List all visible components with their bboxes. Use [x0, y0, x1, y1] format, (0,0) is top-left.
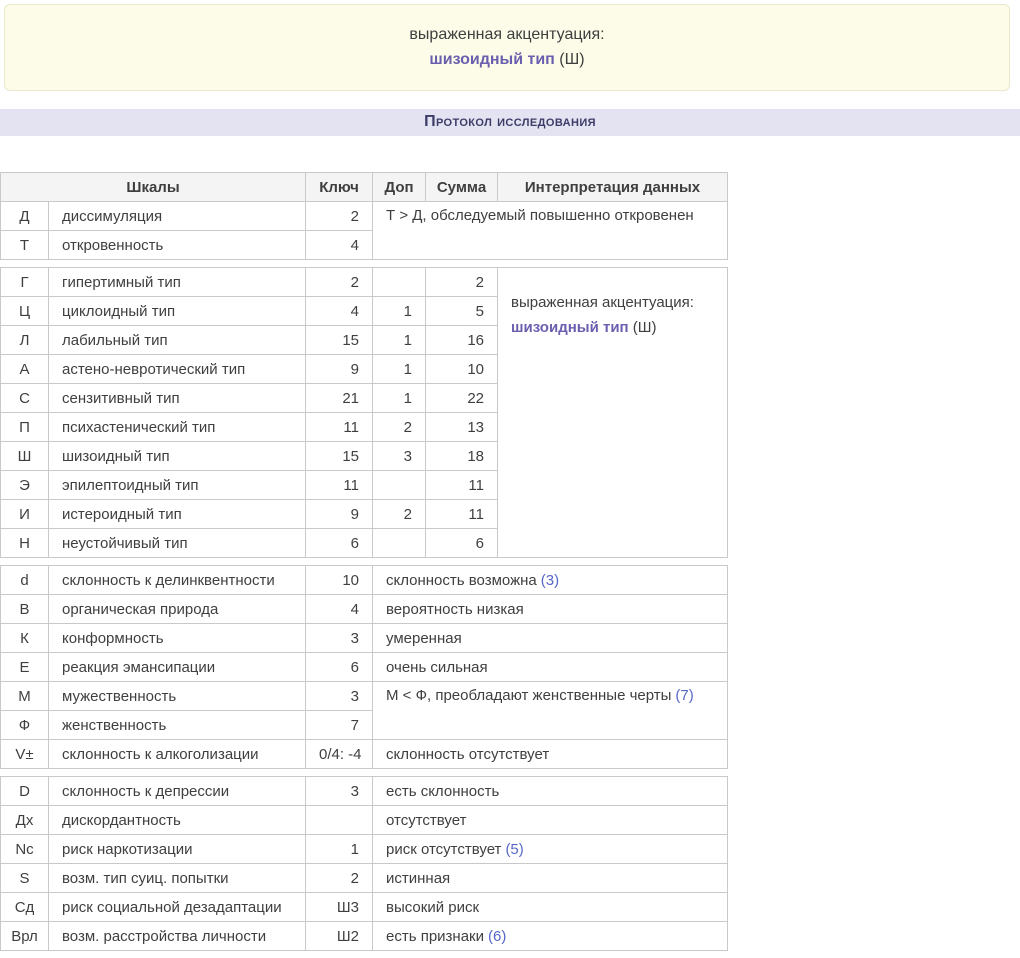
scale-code: Дх — [1, 806, 49, 835]
interpretation-cell — [373, 566, 728, 595]
interpretation-cell — [373, 777, 728, 806]
scale-name: возм. расстройства личности — [49, 922, 306, 951]
scale-code: М — [1, 682, 49, 711]
table-row — [1, 893, 728, 922]
col-header-scales: Шкалы — [1, 173, 306, 202]
section-title: Протокол исследования — [0, 109, 1020, 136]
interpretation-cell — [373, 740, 728, 769]
interpretation-cell — [498, 268, 728, 558]
scale-name: гипертимный тип — [49, 268, 306, 297]
interpretation-text: риск отсутствует — [386, 840, 502, 858]
scale-name: конформность — [49, 624, 306, 653]
scale-code: Ф — [1, 711, 49, 740]
sum-value: 18 — [426, 442, 498, 471]
col-header-extra: Доп — [373, 173, 426, 202]
scale-code: V± — [1, 740, 49, 769]
scale-code: П — [1, 413, 49, 442]
sum-value: 6 — [426, 529, 498, 558]
scale-name: женственность — [49, 711, 306, 740]
table-row — [1, 624, 728, 653]
interpretation-cell — [373, 893, 728, 922]
interpretation-line-1: выраженная акцентуация: — [511, 294, 694, 311]
scale-name: астено-невротический тип — [49, 355, 306, 384]
scale-code: К — [1, 624, 49, 653]
scale-code: А — [1, 355, 49, 384]
scale-code: Г — [1, 268, 49, 297]
col-header-key: Ключ — [306, 173, 373, 202]
banner-accent-type: шизоидный тип — [429, 51, 555, 68]
key-value: 3 — [306, 682, 373, 711]
interpretation-link[interactable]: (3) — [540, 571, 560, 589]
key-value: 2 — [306, 864, 373, 893]
banner-line-1: выраженная акцентуация: — [409, 26, 605, 43]
scale-name: мужественность — [49, 682, 306, 711]
scale-name: риск социальной дезадаптации — [49, 893, 306, 922]
key-value: 3 — [306, 777, 373, 806]
key-value: 15 — [306, 326, 373, 355]
key-value: 0/4: -4 — [306, 740, 373, 769]
scale-name: склонность к депрессии — [49, 777, 306, 806]
extra-value — [373, 268, 426, 297]
scale-code: Н — [1, 529, 49, 558]
scale-code: Сд — [1, 893, 49, 922]
extra-value: 1 — [373, 355, 426, 384]
interpretation-text: вероятность низкая — [386, 600, 524, 618]
interpretation-cell — [373, 624, 728, 653]
key-value: 10 — [306, 566, 373, 595]
scale-code: Э — [1, 471, 49, 500]
interpretation-text: склонность возможна — [386, 571, 537, 589]
key-value: Ш3 — [306, 893, 373, 922]
table-group-1 — [0, 172, 728, 260]
key-value: 15 — [306, 442, 373, 471]
table-row — [1, 777, 728, 806]
interpretation-cell — [373, 835, 728, 864]
key-value: 6 — [306, 653, 373, 682]
key-value: 4 — [306, 595, 373, 624]
table-row — [1, 653, 728, 682]
interpretation-text: есть склонность — [386, 782, 500, 800]
scale-name: возм. тип суиц. попытки — [49, 864, 306, 893]
interpretation-line-2 — [511, 315, 714, 340]
scale-name: неустойчивый тип — [49, 529, 306, 558]
key-value: 6 — [306, 529, 373, 558]
scale-name: реакция эмансипации — [49, 653, 306, 682]
scale-name: циклоидный тип — [49, 297, 306, 326]
interpretation-link[interactable]: (7) — [675, 687, 694, 704]
interpretation-text: умеренная — [386, 629, 462, 647]
extra-value: 3 — [373, 442, 426, 471]
interpretation-text: отсутствует — [386, 811, 467, 829]
scale-code: Ц — [1, 297, 49, 326]
interpretation-text: истинная — [386, 869, 451, 887]
col-header-sum: Сумма — [426, 173, 498, 202]
table-row — [1, 682, 728, 711]
interpretation-cell — [373, 595, 728, 624]
key-value: 2 — [306, 268, 373, 297]
scale-code: Т — [1, 231, 49, 260]
table-group-3 — [0, 565, 728, 769]
banner-line-2 — [15, 47, 999, 72]
sum-value: 13 — [426, 413, 498, 442]
key-value: 21 — [306, 384, 373, 413]
interpretation-type-code: (Ш) — [628, 319, 657, 336]
extra-value — [373, 471, 426, 500]
scale-name: склонность к алкоголизации — [49, 740, 306, 769]
scale-code: Nc — [1, 835, 49, 864]
scale-code: С — [1, 384, 49, 413]
scale-code: Ш — [1, 442, 49, 471]
table-row — [1, 835, 728, 864]
scale-code: Врл — [1, 922, 49, 951]
table-group-4 — [0, 776, 728, 951]
table-header-row — [1, 173, 728, 202]
scale-code: Д — [1, 202, 49, 231]
scale-name: психастенический тип — [49, 413, 306, 442]
key-value — [306, 806, 373, 835]
sum-value: 16 — [426, 326, 498, 355]
scale-name: дискордантность — [49, 806, 306, 835]
key-value: 11 — [306, 413, 373, 442]
interpretation-link[interactable]: (5) — [505, 840, 524, 858]
key-value: 2 — [306, 202, 373, 231]
key-value: 11 — [306, 471, 373, 500]
key-value: 9 — [306, 500, 373, 529]
table-row — [1, 595, 728, 624]
extra-value: 2 — [373, 500, 426, 529]
interpretation-cell — [373, 922, 728, 951]
key-value: Ш2 — [306, 922, 373, 951]
extra-value: 1 — [373, 326, 426, 355]
banner-type-code: (Ш) — [554, 51, 585, 68]
extra-value: 1 — [373, 297, 426, 326]
interpretation-cell — [373, 653, 728, 682]
key-value: 3 — [306, 624, 373, 653]
sum-value: 11 — [426, 471, 498, 500]
interpretation-text: очень сильная — [386, 658, 488, 676]
table-row — [1, 864, 728, 893]
protocol-tables — [0, 172, 1020, 951]
scale-name: истероидный тип — [49, 500, 306, 529]
interpretation-text: есть признаки — [386, 927, 484, 945]
interpretation-cell — [373, 864, 728, 893]
interpretation-text: высокий риск — [386, 898, 480, 916]
table-row — [1, 566, 728, 595]
scale-name: лабильный тип — [49, 326, 306, 355]
interpretation-accent-type: шизоидный тип — [511, 319, 629, 336]
extra-value — [373, 529, 426, 558]
scale-code: В — [1, 595, 49, 624]
table-row — [1, 268, 728, 297]
sum-value: 11 — [426, 500, 498, 529]
sum-value: 2 — [426, 268, 498, 297]
scale-name: склонность к делинквентности — [49, 566, 306, 595]
table-row — [1, 202, 728, 231]
table-row — [1, 922, 728, 951]
scale-code: D — [1, 777, 49, 806]
interpretation-link[interactable]: (6) — [487, 927, 507, 945]
scale-name: шизоидный тип — [49, 442, 306, 471]
scale-name: эпилептоидный тип — [49, 471, 306, 500]
sum-value: 5 — [426, 297, 498, 326]
interpretation-cell — [373, 682, 728, 740]
key-value: 4 — [306, 231, 373, 260]
scale-code: S — [1, 864, 49, 893]
scale-name: сензитивный тип — [49, 384, 306, 413]
result-banner — [4, 4, 1010, 91]
table-row — [1, 740, 728, 769]
key-value: 4 — [306, 297, 373, 326]
interpretation-cell: Т > Д, обследуемый повышенно откровенен — [373, 202, 728, 260]
scale-name: органическая природа — [49, 595, 306, 624]
interpretation-cell — [373, 806, 728, 835]
interpretation-text: склонность отсутствует — [386, 745, 550, 763]
scale-name: диссимуляция — [49, 202, 306, 231]
extra-value: 1 — [373, 384, 426, 413]
table-group-2 — [0, 267, 728, 558]
interpretation-text: М < Ф, преобладают женственные черты — [386, 687, 672, 704]
scale-name: откровенность — [49, 231, 306, 260]
table-row — [1, 806, 728, 835]
col-header-interpretation: Интерпретация данных — [498, 173, 728, 202]
key-value: 7 — [306, 711, 373, 740]
key-value: 9 — [306, 355, 373, 384]
scale-code: d — [1, 566, 49, 595]
scale-code: Л — [1, 326, 49, 355]
scale-code: И — [1, 500, 49, 529]
key-value: 1 — [306, 835, 373, 864]
scale-name: риск наркотизации — [49, 835, 306, 864]
scale-code: Е — [1, 653, 49, 682]
sum-value: 10 — [426, 355, 498, 384]
extra-value: 2 — [373, 413, 426, 442]
sum-value: 22 — [426, 384, 498, 413]
